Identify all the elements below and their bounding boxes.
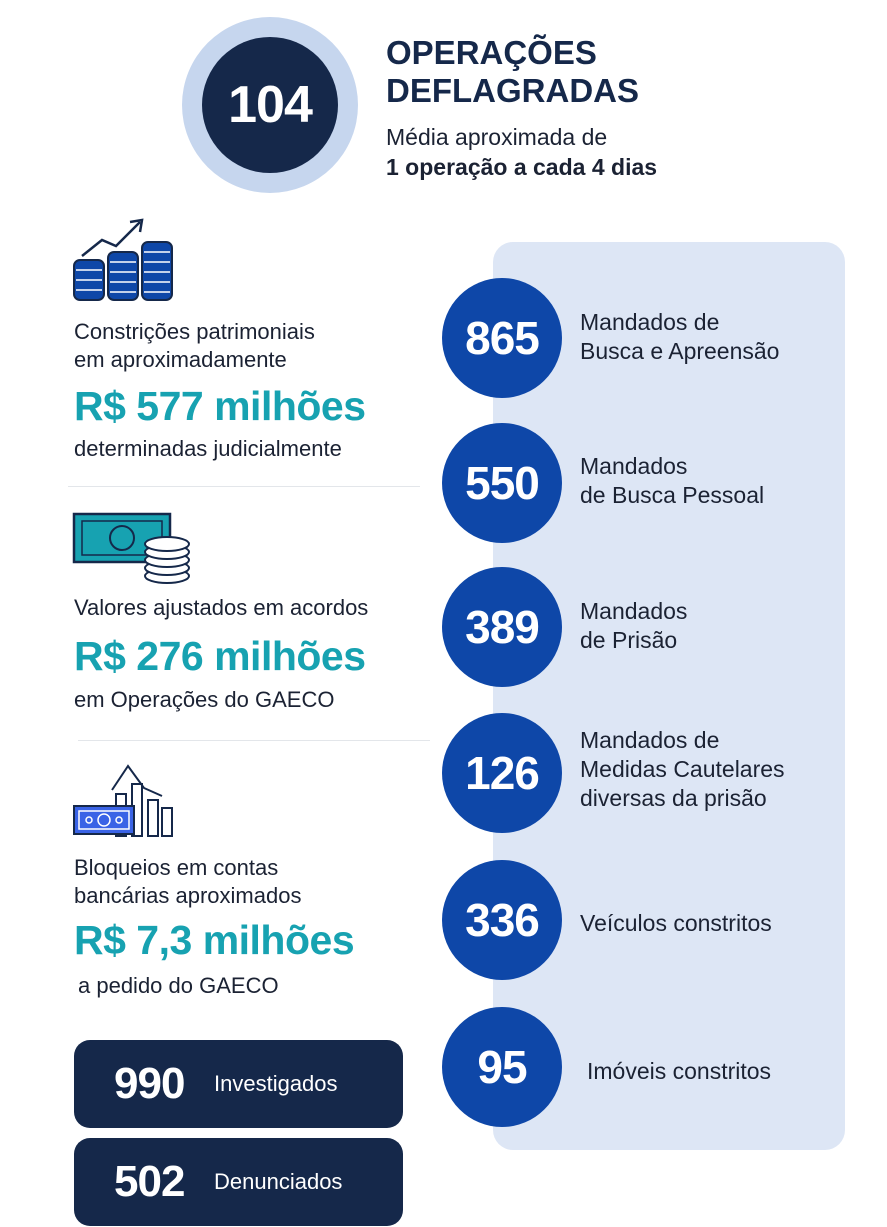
denunciados-label: Denunciados	[214, 1169, 343, 1194]
stat-label-imoveis	[587, 1057, 847, 1086]
stat-label-line: diversas da prisão	[580, 785, 767, 811]
divider	[68, 486, 420, 487]
stat-label-line: de Prisão	[580, 627, 678, 653]
label-line: em aproximadamente	[74, 347, 287, 372]
stat-label-line: Mandados de	[580, 727, 720, 753]
bloqueios-value: R$ 7,3 milhões	[74, 917, 355, 963]
bloqueios-caption: a pedido do GAECO	[78, 973, 279, 998]
stat-label-line: Imóveis constritos	[587, 1058, 772, 1084]
label-line: Constrições patrimoniais	[74, 319, 315, 344]
title-line-2: DEFLAGRADAS	[386, 72, 639, 109]
bloqueios-label	[74, 854, 301, 910]
stat-number-busca-pessoal: 550	[442, 423, 562, 543]
investigados-pill	[74, 1040, 403, 1128]
investigados-number: 990	[114, 1059, 185, 1108]
stat-label-prisao	[580, 597, 840, 655]
stat-label-line: Mandados	[580, 598, 688, 624]
acordos-value: R$ 276 milhões	[74, 633, 366, 679]
title-line-1: OPERAÇÕES	[386, 34, 597, 71]
label-line: Bloqueios em contas	[74, 855, 279, 880]
acordos-caption: em Operações do GAECO	[74, 687, 335, 712]
stat-label-medidas-cautelares	[580, 726, 840, 813]
denunciados-pill	[74, 1138, 403, 1226]
subtitle-line-1: Média aproximada de	[386, 124, 608, 150]
stat-label-line: Medidas Cautelares	[580, 756, 785, 782]
stat-label-line: de Busca Pessoal	[580, 482, 765, 508]
header-subtitle	[386, 122, 657, 182]
stat-label-veiculos	[580, 909, 840, 938]
stat-number-veiculos: 336	[442, 860, 562, 980]
divider	[78, 740, 430, 741]
subtitle-line-2: 1 operação a cada 4 dias	[386, 154, 658, 180]
coins-growth-icon	[72, 216, 176, 304]
denunciados-number: 502	[114, 1157, 185, 1206]
constricoes-caption: determinadas judicialmente	[74, 436, 342, 461]
stat-label-busca-pessoal	[580, 452, 840, 510]
constricoes-value: R$ 577 milhões	[74, 383, 366, 429]
stat-label-busca-apreensao	[580, 308, 840, 366]
investigados-label: Investigados	[214, 1071, 338, 1096]
stat-number-busca-apreensao: 865	[442, 278, 562, 398]
page-title	[386, 34, 706, 110]
constricoes-label	[74, 318, 315, 374]
stat-label-line: Busca e Apreensão	[580, 338, 780, 364]
operations-count: 104	[202, 37, 338, 173]
stat-label-line: Veículos constritos	[580, 910, 772, 936]
stat-number-prisao: 389	[442, 567, 562, 687]
cash-coins-icon	[72, 512, 194, 586]
stat-label-line: Mandados de	[580, 309, 720, 335]
label-line: bancárias aproximados	[74, 883, 302, 908]
stat-number-medidas-cautelares: 126	[442, 713, 562, 833]
stat-number-imoveis: 95	[442, 1007, 562, 1127]
acordos-label: Valores ajustados em acordos	[74, 595, 369, 620]
stat-label-line: Mandados	[580, 453, 688, 479]
bank-chart-icon	[72, 762, 176, 840]
